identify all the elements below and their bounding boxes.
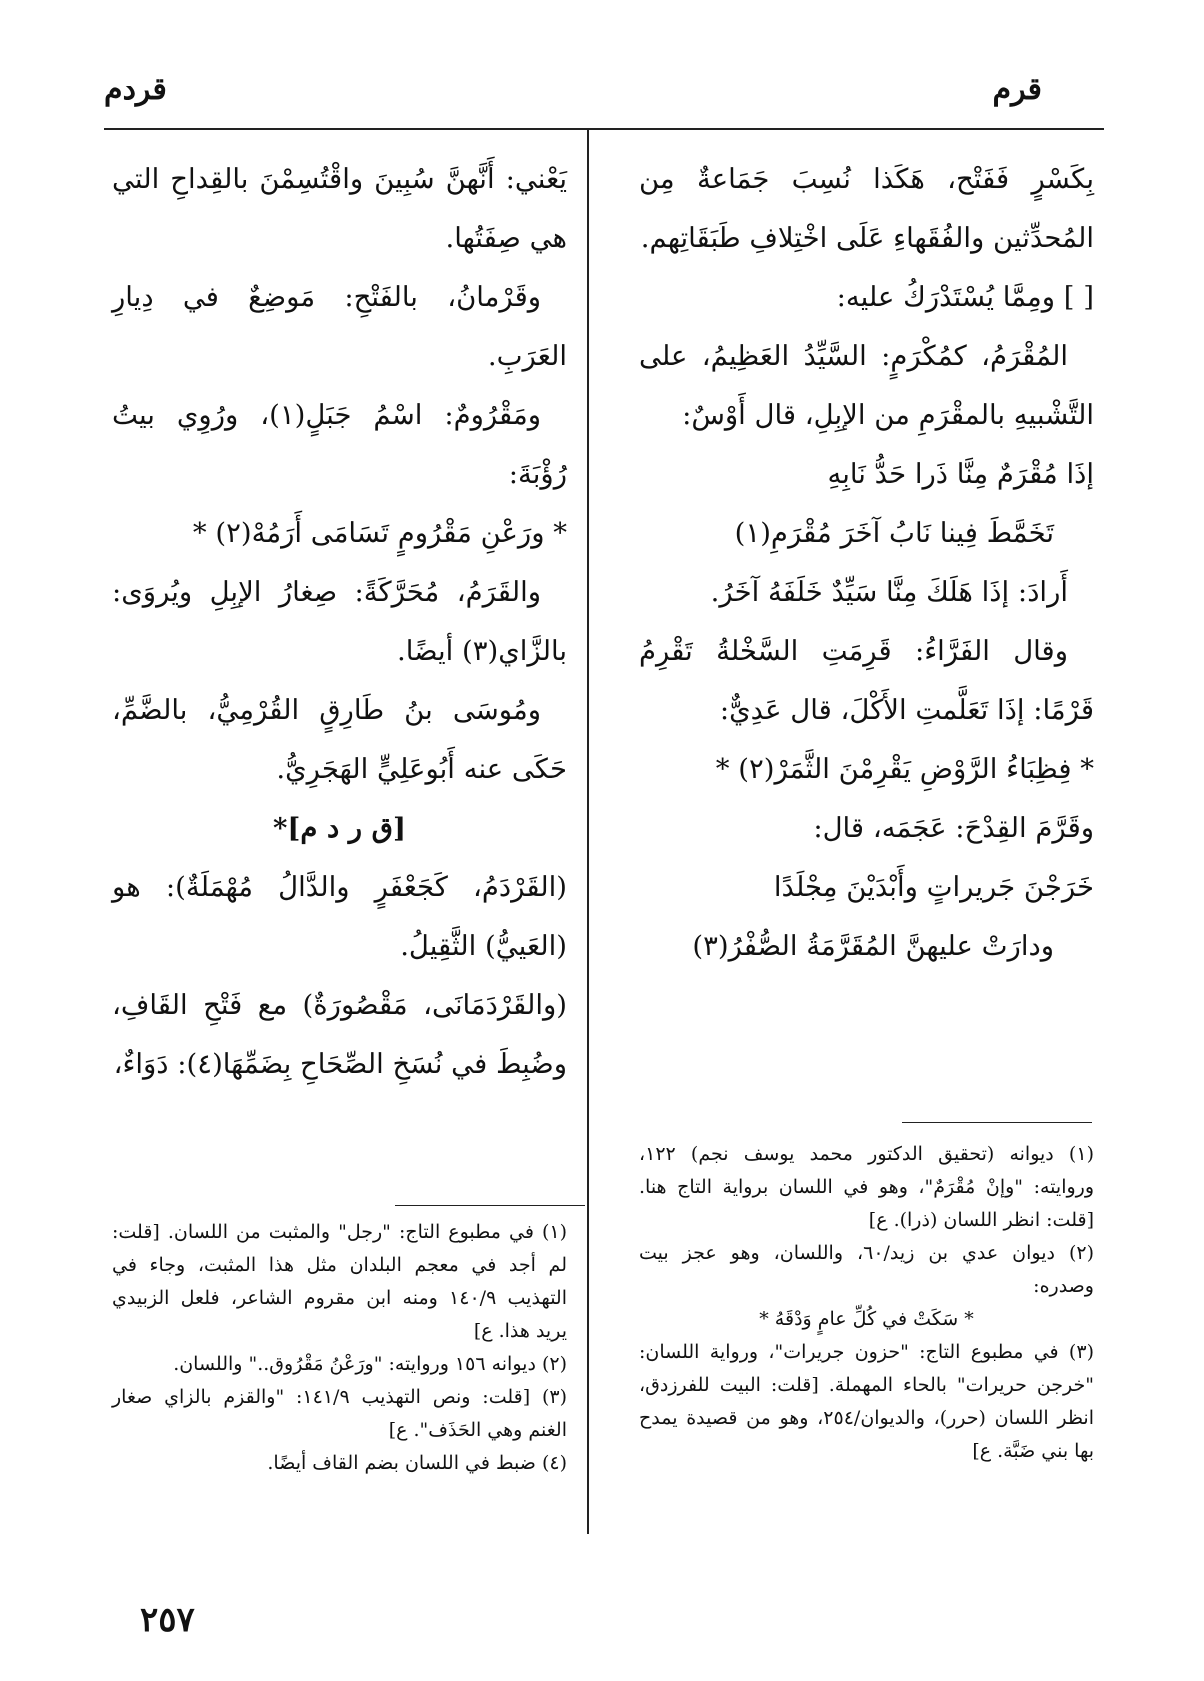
page-number: ٢٥٧ bbox=[140, 1600, 195, 1640]
paragraph: المُقْرَمُ، كمُكْرَمٍ: السَّيِّدُ العَظِيمُ، على التَّشْبيهِ بالمقْرَمِ من الإبِلِ، قال أَوْسٌ: bbox=[639, 340, 1094, 431]
paragraph: أَرادَ: إذَا هَلَكَ مِنَّا سَيِّدٌ خَلَفَهُ آخَرُ. bbox=[710, 576, 1068, 608]
footnote: (١) ديوانه (تحقيق الدكتور محمد يوسف نجم) ١٢٢، وروايته: "وإنْ مُقْرَمٌ"، وهو في اللسان برواية التاج هنا. [قلت: انظر اللسان (ذرا). ع] bbox=[639, 1143, 1094, 1231]
footnote-separator bbox=[902, 1122, 1092, 1123]
paragraph: بِكَسْرٍ فَفَتْح، هَكَذا نُسِبَ جَمَاعةٌ مِن المُحدِّثين والفُقَهاءِ عَلَى اخْتِلافِ طَبَقَاتِهم. bbox=[639, 163, 1094, 254]
right-column bbox=[639, 150, 1094, 976]
column-divider bbox=[587, 128, 589, 1534]
paragraph: ومَقْرُومٌ: اسْمُ جَبَلٍ(١)، ورُوِي بيتُ رُؤْبَةَ: bbox=[112, 399, 567, 490]
verse-line: * فِظِبَاءُ الرَّوْضِ يَقْرِمْنَ الثَّمَرْ(٢) * bbox=[715, 753, 1094, 785]
paragraph: وقال الفَرَّاءُ: قَرِمَتِ السَّخْلةُ تَقْرِمُ قَرْمًا: إذَا تَعَلَّمتِ الأَكْلَ، قال عَدِيٌّ: bbox=[639, 635, 1094, 726]
verse-line: إذَا مُقْرَمٌ مِنَّا ذَرا حَدُّ نَابِهِ bbox=[827, 458, 1094, 490]
footnote: (١) في مطبوع التاج: "رجل" والمثبت من اللسان. [قلت: لم أجد في معجم البلدان مثل هذا المثبت، وجاء في التهذيب ١٤٠/٩ ومنه ابن مقروم الشاعر، فلعل الزبيدي يريد هذا. ع] bbox=[112, 1221, 567, 1342]
paragraph: ومُوسَى بنُ طَارِقٍ القُرْمِيُّ، بالضَّمِّ، حَكَى عنه أَبُوعَلِيٍّ الهَجَرِيُّ. bbox=[112, 694, 567, 785]
paragraph: (والقَرْدَمَانَى، مَقْصُورَةٌ) مع فَتْحِ القَافِ، وضُبِطَ في نُسَخِ الصِّحَاحِ بِضَمِّهَا(٤): دَوَاءٌ، bbox=[112, 989, 567, 1080]
footnotes-right bbox=[639, 1138, 1094, 1468]
running-head-left: قردم bbox=[104, 72, 167, 107]
paragraph: [ ] ومِمَّا يُسْتَدْرَكُ عليه: bbox=[836, 281, 1094, 313]
verse-line: خَرَجْنَ جَريراتٍ وأَبْدَيْنَ مِجْلَدًا bbox=[773, 871, 1094, 903]
paragraph: (القَرْدَمُ، كَجَعْفَرٍ والدَّالُ مُهْمَلَةٌ): هو (العَييُّ) الثَّقِيلُ. bbox=[112, 871, 567, 962]
footnote-separator bbox=[395, 1205, 585, 1206]
paragraph: وقَرَّمَ القِدْحَ: عَجَمَه، قال: bbox=[813, 812, 1094, 844]
footnote: (٣) في مطبوع التاج: "حزون جريرات"، ورواية اللسان: "خرجن حريرات" بالحاء المهملة. [قلت: البيت للفرزدق، انظر اللسان (حرر)، والديوان/٢٥٤، وهو من قصيدة يمدح بها بني ضَبَّة. ع] bbox=[639, 1341, 1095, 1462]
paragraph: والقَرَمُ، مُحَرَّكَةً: صِغارُ الإبِلِ ويُروَى: بالزَّاي(٣) أيضًا. bbox=[112, 576, 567, 667]
footnote: (٣) [قلت: ونص التهذيب ١٤١/٩: "والقزم بالزاي صغار الغنم وهي الحَذَف". ع] bbox=[112, 1386, 567, 1441]
paragraph: وقَرْمانُ، بالفَتْحِ: مَوضِعٌ في دِيارِ العَرَبِ. bbox=[112, 281, 567, 372]
paragraph: يَعْني: أَنَّهنَّ سُبِينَ واقْتُسِمْنَ بالقِداحِ التي هي صِفَتُها. bbox=[112, 163, 567, 254]
footnote: (٤) ضبط في اللسان بضم القاف أيضًا. bbox=[267, 1452, 567, 1474]
footnote-verse: * سَكَتْ في كُلِّ عامٍ وَدْقَهُ * bbox=[759, 1308, 974, 1330]
verse-line: ودارَتْ عليهنَّ المُقَرَّمَةُ الصُّفْرُ(٣) bbox=[692, 930, 1054, 962]
header-rule bbox=[104, 128, 1104, 130]
verse-line: * ورَعْنِ مَقْرُومٍ تَسَامَى أَرَمُهْ(٢) * bbox=[192, 517, 567, 549]
left-column bbox=[112, 150, 567, 1094]
footnote: (٢) ديوانه ١٥٦ وروايته: "ورَعْنُ مَقْرُوق.." واللسان. bbox=[173, 1353, 567, 1375]
verse-line: تَخَمَّطَ فِينا نَابُ آخَرَ مُقْرَمِ(١) bbox=[734, 517, 1054, 549]
running-head-right: قرم bbox=[992, 72, 1042, 107]
entry-heading: [ق ر د م]* bbox=[272, 812, 406, 844]
footnote: (٢) ديوان عدي بن زيد/٦٠، واللسان، وهو عجز بيت وصدره: bbox=[639, 1242, 1094, 1297]
footnotes-left bbox=[112, 1216, 567, 1480]
